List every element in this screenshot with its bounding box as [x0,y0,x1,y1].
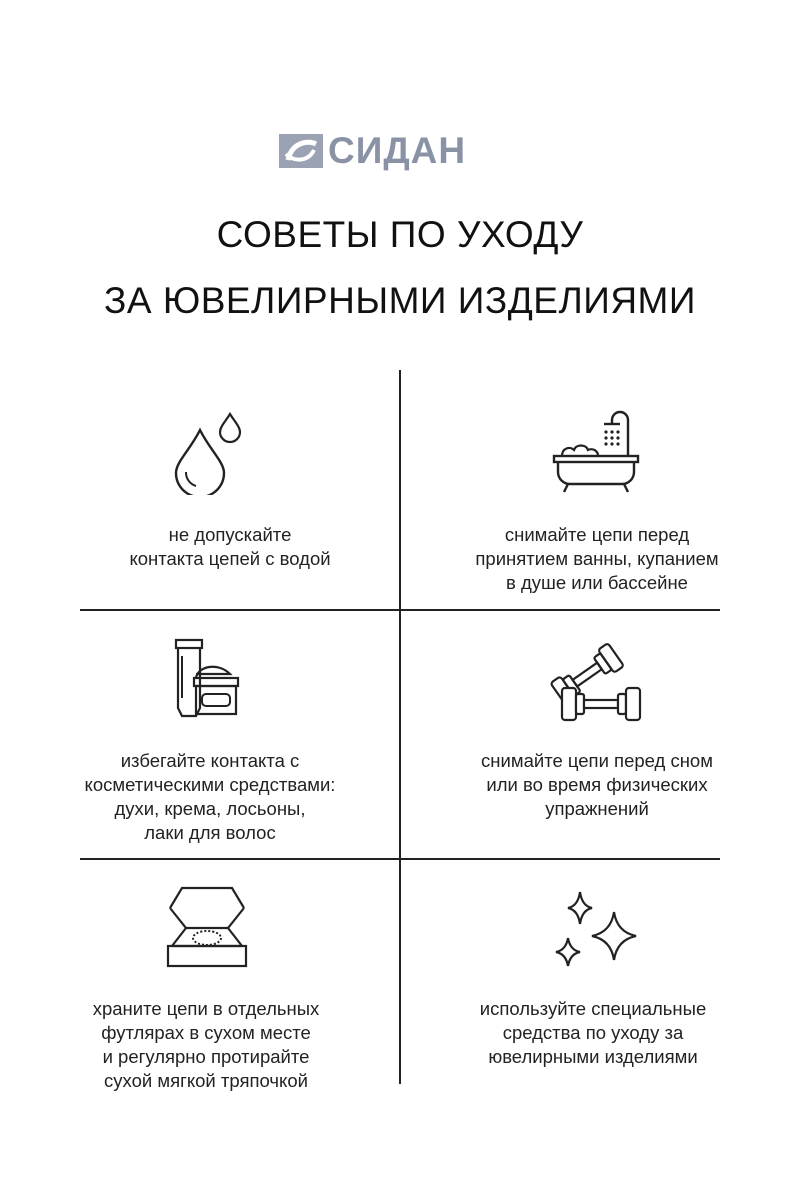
tip-line: используйте специальные [479,998,707,1019]
page-title-line-1: СОВЕТЫ ПО УХОДУ [216,214,584,255]
tip-line: или во время физических [486,774,708,795]
tip-line: и регулярно протирайте [102,1046,310,1067]
grid-horizontal-divider-2 [80,858,720,860]
tip-caption-water [70,523,390,571]
tip-line: не допускайте [168,524,292,545]
tip-caption-storage [46,997,366,1093]
tip-line: упражнений [545,798,649,819]
water-drops-icon [170,410,250,495]
tip-line: футлярах в сухом месте [101,1022,311,1043]
brand-logo [278,132,512,170]
tip-line: сухой мягкой тряпочкой [104,1070,308,1091]
tip-line: принятием ванны, купанием [475,548,719,569]
page-title-line-2: ЗА ЮВЕЛИРНЫМИ ИЗДЕЛИЯМИ [104,280,696,321]
tip-line: ювелирными изделиями [488,1046,698,1067]
tip-line: косметическими средствами: [84,774,336,795]
tip-caption-sleep-sport [437,749,757,821]
tip-caption-care-products [433,997,753,1069]
sparkles-icon [552,888,642,974]
tip-line: храните цепи в отдельных [92,998,320,1019]
tip-line: духи, крема, лосьоны, [114,798,306,819]
tip-line: контакта цепей с водой [129,548,331,569]
logo-text: СИДАН [328,130,467,171]
cosmetics-icon [168,638,248,722]
tip-line: средства по уходу за [502,1022,684,1043]
tip-line: лаки для волос [144,822,276,843]
bathtub-shower-icon [552,410,642,495]
grid-horizontal-divider-1 [80,609,720,611]
tip-line: в душе или бассейне [506,572,688,593]
tip-caption-bath [437,523,757,595]
logo-mark-icon [278,132,324,170]
grid-vertical-divider [399,370,401,1084]
tip-line: снимайте цепи перед сном [481,750,713,771]
tip-caption-cosmetics [50,749,370,845]
tip-line: избегайте контакта с [120,750,300,771]
jewelry-box-icon [164,884,250,970]
tip-line: снимайте цепи перед [504,524,690,545]
dumbbells-icon [548,640,648,724]
